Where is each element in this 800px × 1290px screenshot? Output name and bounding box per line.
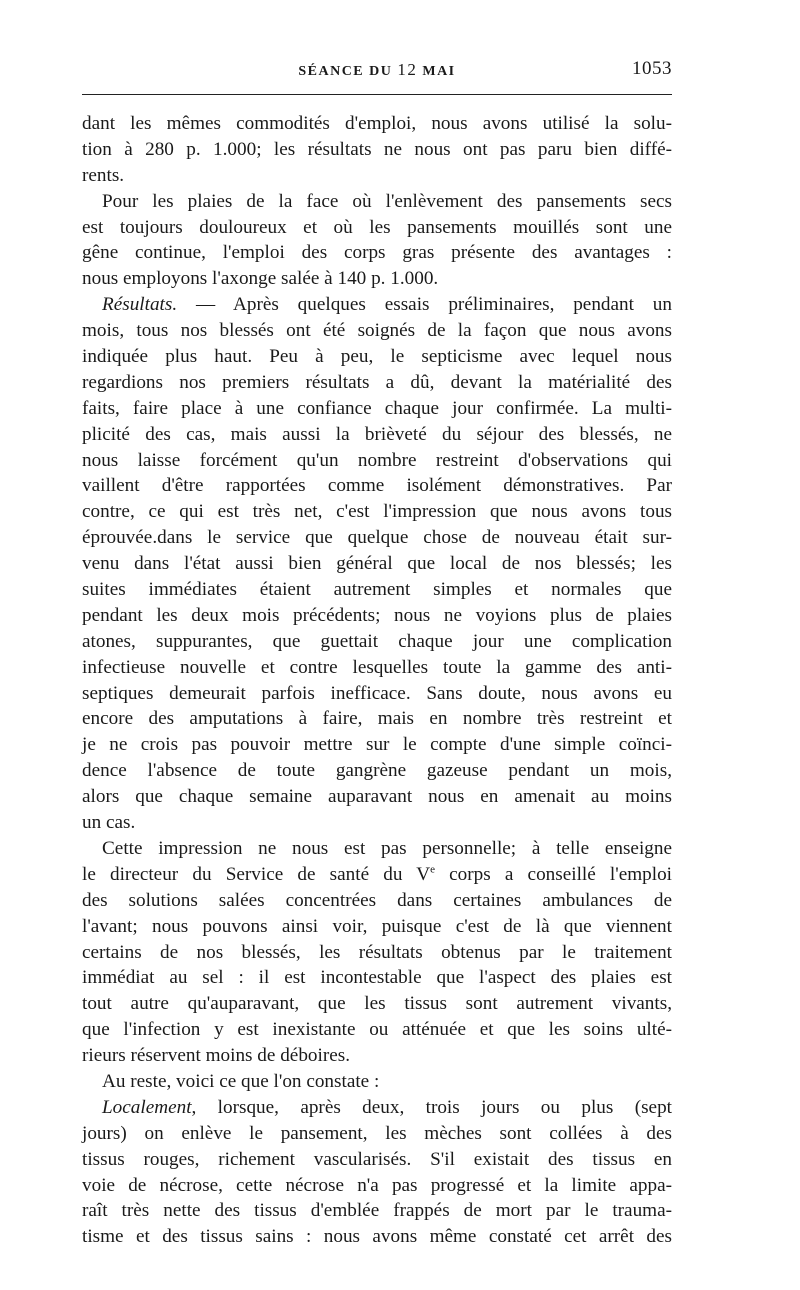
- text-line: tisme et des tissus sains : nous avons même constaté cet arrêt des: [82, 1226, 672, 1248]
- italic-resultats: Résultats.: [102, 294, 178, 316]
- text-line: suites immédiates étaient autrement simples et normales que: [82, 579, 672, 601]
- text-line: nous laisse forcément qu'un nombre restreint d'observations qui: [82, 449, 672, 471]
- text-line: rents.: [82, 164, 125, 186]
- text-line: regardions nos premiers résultats a dû, devant la matérialité des: [82, 371, 672, 393]
- text-line: alors que chaque semaine auparavant nous en amenait au moins: [82, 786, 672, 808]
- title-prefix: SÉANCE DU: [298, 64, 393, 79]
- text-line: nous employons l'axonge salée à 140 p. 1.000.: [82, 268, 439, 290]
- text-line: des solutions salées concentrées dans certaines ambulances de: [82, 889, 672, 911]
- text-line-rest: corps a conseillé l'emploi: [435, 863, 672, 885]
- text-line: [82, 1095, 672, 1121]
- running-header: [82, 0, 672, 96]
- text-line: encore des amputations à faire, mais en nombre très restreint et: [82, 708, 672, 730]
- text-line: tout autre qu'auparavant, que les tissus sont autrement vivants,: [82, 993, 672, 1015]
- text-line: Cette impression ne nous est pas personnelle; à telle enseigne: [102, 837, 672, 859]
- running-title: [82, 60, 672, 80]
- text-line: indiquée plus haut. Peu à peu, le septicisme avec lequel nous: [82, 346, 672, 368]
- text-line: septiques demeurait parfois inefficace. Sans doute, nous avons eu: [82, 682, 672, 704]
- text-line: éprouvée.dans le service que quelque chose de nouveau était sur-: [82, 527, 672, 549]
- text-line: est toujours douloureux et où les pansements mouillés sont une: [82, 216, 672, 238]
- text-line: que l'infection y est inexistante ou atténuée et que les soins ulté-: [82, 1019, 672, 1041]
- text-line: dant les mêmes commodités d'emploi, nous avons utilisé la solu-: [82, 113, 672, 134]
- text-line: un cas.: [82, 812, 136, 834]
- text-line: je ne crois pas pouvoir mettre sur le compte d'une simple coïnci-: [82, 734, 672, 756]
- text-line: Pour les plaies de la face où l'enlèvement des pansements secs: [102, 190, 672, 212]
- text-line: certains de nos blessés, les résultats obtenus par le traitement: [82, 941, 672, 963]
- text-line: contre, ce qui est très net, c'est l'impression que nous avons tous: [82, 501, 672, 523]
- title-month: MAI: [422, 64, 456, 79]
- text-line: tion à 280 p. 1.000; les résultats ne nous ont pas paru bien diffé-: [82, 138, 672, 160]
- text-line: atones, suppurantes, que guettait chaque jour une complication: [82, 630, 672, 652]
- body-text: [82, 111, 672, 1250]
- text-line: [82, 292, 672, 318]
- page-number: 1053: [632, 58, 672, 79]
- text-line: Au reste, voici ce que l'on constate :: [102, 1070, 380, 1092]
- text-line: immédiat au sel : il est incontestable que l'aspect des plaies est: [82, 967, 672, 989]
- text-line: gêne continue, l'emploi des corps gras présente des avantages :: [82, 242, 672, 264]
- text-line: mois, tous nos blessés ont été soignés de la façon que nous avons: [82, 320, 672, 342]
- text-line-rest: — Après quelques essais préliminaires, pendant un: [196, 294, 672, 316]
- text-line: infectieuse nouvelle et contre lesquelles toute la gamme des anti-: [82, 656, 672, 678]
- text-line: faits, faire place à une confiance chaque jour confirmée. La multi-: [82, 397, 672, 419]
- title-day: 12: [397, 60, 418, 79]
- text-line: plicité des cas, mais aussi la brièveté du séjour des blessés, ne: [82, 423, 672, 445]
- text-line-rest: , lorsque, après deux, trois jours ou plus (sept: [191, 1096, 672, 1118]
- text-line: vaillent d'être rapportées comme isolément démonstratives. Par: [82, 475, 672, 497]
- document-page: [82, 0, 672, 1248]
- text-line: [82, 862, 672, 888]
- text-line: dence l'absence de toute gangrène gazeuse pendant un mois,: [82, 760, 672, 782]
- text-line-start: le directeur du Service de santé du V: [82, 863, 431, 885]
- italic-localement: Localement: [102, 1096, 192, 1118]
- text-line: venu dans l'état aussi bien général que local de nos blessés; les: [82, 553, 672, 575]
- text-line: jours) on enlève le pansement, les mèches sont collées à des: [82, 1122, 672, 1144]
- text-line: l'avant; nous pouvons ainsi voir, puisque c'est de là que viennent: [82, 915, 672, 937]
- text-line: rieurs réservent moins de déboires.: [82, 1045, 351, 1067]
- text-line: raît très nette des tissus d'emblée frappés de mort par le trauma-: [82, 1200, 672, 1222]
- text-line: tissus rouges, richement vascularisés. S'il existait des tissus en: [82, 1148, 672, 1170]
- text-line: pendant les deux mois précédents; nous ne voyions plus de plaies: [82, 604, 672, 626]
- text-line: voie de nécrose, cette nécrose n'a pas progressé et la limite appa-: [82, 1174, 672, 1196]
- header-rule: [82, 94, 672, 95]
- superscript-e: e: [430, 863, 435, 876]
